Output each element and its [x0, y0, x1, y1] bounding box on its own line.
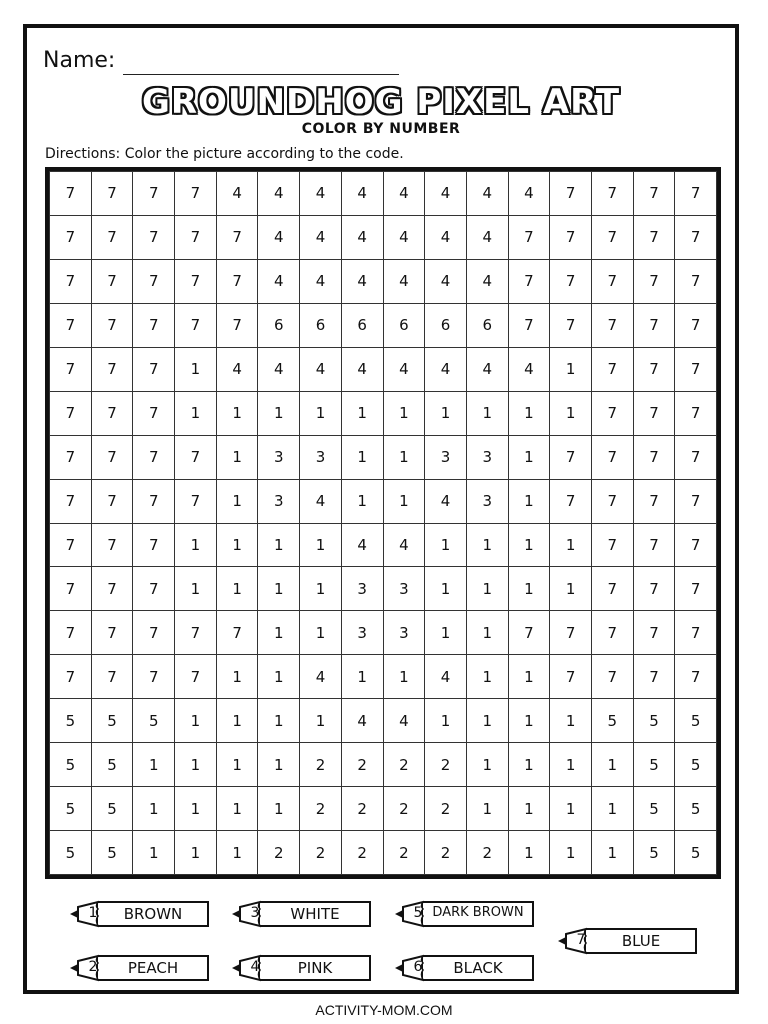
grid-cell[interactable]: 7 [91, 567, 133, 611]
grid-cell[interactable]: 1 [216, 655, 258, 699]
grid-cell[interactable]: 7 [591, 567, 633, 611]
grid-cell[interactable]: 1 [508, 831, 550, 875]
grid-cell[interactable]: 7 [50, 479, 92, 523]
grid-cell[interactable]: 1 [133, 743, 175, 787]
grid-cell[interactable]: 2 [341, 743, 383, 787]
grid-cell[interactable]: 1 [175, 391, 217, 435]
grid-cell[interactable]: 4 [425, 259, 467, 303]
grid-cell[interactable]: 3 [341, 611, 383, 655]
key-number: 1 [88, 905, 98, 921]
grid-cell[interactable]: 5 [50, 699, 92, 743]
grid-cell[interactable]: 1 [550, 699, 592, 743]
key-color-label: BLUE [621, 932, 661, 950]
grid-cell[interactable]: 1 [466, 523, 508, 567]
grid-cell[interactable]: 1 [175, 743, 217, 787]
grid-cell[interactable]: 7 [633, 347, 675, 391]
grid-cell[interactable]: 1 [508, 743, 550, 787]
grid-cell[interactable]: 7 [675, 523, 717, 567]
key-item-blue [556, 926, 698, 956]
grid-cell[interactable]: 7 [591, 215, 633, 259]
grid-cell[interactable]: 7 [91, 215, 133, 259]
grid-cell[interactable]: 1 [508, 435, 550, 479]
grid-cell[interactable]: 7 [216, 303, 258, 347]
grid-cell[interactable]: 7 [675, 567, 717, 611]
grid-cell[interactable]: 6 [466, 303, 508, 347]
grid-cell[interactable]: 5 [633, 699, 675, 743]
grid-cell[interactable]: 1 [383, 655, 425, 699]
grid-cell[interactable]: 4 [216, 347, 258, 391]
grid-cell[interactable]: 1 [508, 655, 550, 699]
grid-cell[interactable]: 1 [175, 523, 217, 567]
grid-cell[interactable]: 7 [91, 391, 133, 435]
grid-cell[interactable]: 1 [300, 611, 342, 655]
grid-cell[interactable]: 7 [133, 479, 175, 523]
grid-cell[interactable]: 1 [216, 699, 258, 743]
grid-cell[interactable]: 4 [425, 479, 467, 523]
grid-cell[interactable]: 1 [133, 831, 175, 875]
grid-cell[interactable]: 3 [258, 479, 300, 523]
grid-cell[interactable]: 1 [341, 391, 383, 435]
grid-cell[interactable]: 1 [383, 435, 425, 479]
grid-cell[interactable]: 7 [91, 479, 133, 523]
grid-cell[interactable]: 7 [591, 611, 633, 655]
grid-cell[interactable]: 4 [300, 259, 342, 303]
key-number: 4 [250, 959, 260, 975]
grid-cell[interactable]: 4 [425, 655, 467, 699]
grid-cell[interactable]: 7 [675, 215, 717, 259]
grid-cell[interactable]: 7 [91, 172, 133, 216]
grid-cell[interactable]: 4 [383, 172, 425, 216]
grid-cell[interactable]: 4 [466, 172, 508, 216]
grid-cell[interactable]: 7 [633, 259, 675, 303]
grid-cell[interactable]: 5 [91, 787, 133, 831]
grid-cell[interactable]: 7 [550, 259, 592, 303]
grid-cell[interactable]: 1 [258, 523, 300, 567]
grid-cell[interactable]: 7 [633, 215, 675, 259]
grid-cell[interactable]: 1 [591, 831, 633, 875]
grid-cell[interactable]: 3 [341, 567, 383, 611]
grid-cell[interactable]: 7 [675, 303, 717, 347]
grid-cell[interactable]: 4 [300, 655, 342, 699]
grid-cell[interactable]: 2 [383, 831, 425, 875]
grid-cell[interactable]: 5 [50, 787, 92, 831]
key-item-white [230, 899, 372, 929]
grid-cell[interactable]: 7 [550, 479, 592, 523]
grid-cell[interactable]: 7 [591, 303, 633, 347]
grid-cell[interactable]: 1 [341, 655, 383, 699]
grid-cell[interactable]: 1 [425, 391, 467, 435]
page-title: GROUNDHOG PIXEL ART [141, 82, 621, 122]
grid-cell[interactable]: 3 [466, 479, 508, 523]
grid-cell[interactable]: 3 [466, 435, 508, 479]
grid-cell[interactable]: 5 [633, 743, 675, 787]
grid-cell[interactable]: 5 [91, 743, 133, 787]
grid-cell[interactable]: 1 [216, 391, 258, 435]
grid-cell[interactable]: 7 [50, 172, 92, 216]
grid-cell[interactable]: 1 [216, 567, 258, 611]
grid-cell[interactable]: 1 [258, 611, 300, 655]
grid-cell[interactable]: 7 [550, 303, 592, 347]
grid-cell[interactable]: 1 [258, 567, 300, 611]
grid-cell[interactable]: 7 [133, 391, 175, 435]
grid-cell[interactable]: 2 [466, 831, 508, 875]
key-color-label: PINK [297, 959, 333, 977]
grid-cell[interactable]: 6 [383, 303, 425, 347]
grid-cell[interactable]: 7 [508, 611, 550, 655]
directions-text: Directions: Color the picture according to the code. [45, 146, 404, 162]
grid-cell[interactable]: 7 [133, 172, 175, 216]
grid-cell[interactable]: 7 [175, 303, 217, 347]
grid-cell[interactable]: 7 [591, 435, 633, 479]
grid-cell[interactable]: 5 [675, 831, 717, 875]
grid-cell[interactable]: 5 [675, 699, 717, 743]
grid-cell[interactable]: 4 [341, 259, 383, 303]
grid-cell[interactable]: 7 [133, 347, 175, 391]
grid-cell[interactable]: 1 [550, 391, 592, 435]
grid-cell[interactable]: 4 [300, 172, 342, 216]
grid-cell[interactable]: 7 [550, 172, 592, 216]
grid-cell[interactable]: 4 [383, 259, 425, 303]
grid-cell[interactable]: 1 [466, 743, 508, 787]
grid-cell[interactable]: 7 [175, 259, 217, 303]
grid-cell[interactable]: 4 [383, 347, 425, 391]
grid-cell[interactable]: 2 [258, 831, 300, 875]
grid-cell[interactable]: 1 [466, 391, 508, 435]
grid-cell[interactable]: 1 [425, 523, 467, 567]
grid-cell[interactable]: 1 [550, 567, 592, 611]
grid-cell[interactable]: 1 [383, 391, 425, 435]
grid-cell[interactable]: 7 [91, 347, 133, 391]
grid-cell[interactable]: 1 [175, 699, 217, 743]
grid-cell[interactable]: 7 [591, 259, 633, 303]
grid-cell[interactable]: 1 [466, 655, 508, 699]
grid-cell[interactable]: 1 [133, 787, 175, 831]
grid-cell[interactable]: 7 [91, 611, 133, 655]
grid-cell[interactable]: 7 [550, 611, 592, 655]
grid-cell[interactable]: 7 [175, 655, 217, 699]
grid-cell[interactable]: 5 [50, 743, 92, 787]
grid-cell[interactable]: 4 [466, 215, 508, 259]
grid-cell[interactable]: 1 [216, 479, 258, 523]
grid-cell[interactable]: 7 [91, 523, 133, 567]
grid-cell[interactable]: 3 [258, 435, 300, 479]
grid-cell[interactable]: 7 [508, 303, 550, 347]
grid-cell[interactable]: 4 [258, 172, 300, 216]
grid-cell[interactable]: 4 [466, 347, 508, 391]
grid-cell[interactable]: 7 [675, 172, 717, 216]
grid-cell[interactable]: 1 [300, 699, 342, 743]
key-number: 3 [250, 905, 260, 921]
grid-cell[interactable]: 4 [258, 347, 300, 391]
key-color-label: WHITE [290, 905, 340, 923]
grid-cell[interactable]: 7 [50, 567, 92, 611]
grid-cell[interactable]: 1 [258, 391, 300, 435]
grid-cell[interactable]: 2 [425, 831, 467, 875]
grid-cell[interactable]: 5 [50, 831, 92, 875]
grid-cell[interactable]: 1 [508, 699, 550, 743]
grid-cell[interactable]: 6 [258, 303, 300, 347]
grid-cell[interactable]: 1 [466, 567, 508, 611]
grid-cell[interactable]: 1 [550, 831, 592, 875]
grid-cell[interactable]: 7 [133, 303, 175, 347]
grid-cell[interactable]: 1 [341, 479, 383, 523]
grid-cell[interactable]: 2 [300, 831, 342, 875]
grid-cell[interactable]: 4 [300, 347, 342, 391]
grid-cell[interactable]: 1 [508, 391, 550, 435]
grid-cell[interactable]: 2 [425, 787, 467, 831]
grid-cell[interactable]: 7 [91, 259, 133, 303]
grid-cell[interactable]: 6 [300, 303, 342, 347]
grid-cell[interactable]: 1 [550, 743, 592, 787]
grid-cell[interactable]: 1 [466, 699, 508, 743]
grid-cell[interactable]: 1 [550, 787, 592, 831]
grid-cell[interactable]: 1 [341, 435, 383, 479]
grid-cell[interactable]: 7 [216, 215, 258, 259]
grid-cell[interactable]: 1 [300, 567, 342, 611]
grid-cell[interactable]: 7 [133, 567, 175, 611]
grid-cell[interactable]: 7 [50, 435, 92, 479]
grid-cell[interactable]: 7 [675, 611, 717, 655]
grid-cell[interactable]: 7 [550, 655, 592, 699]
grid-cell[interactable]: 4 [258, 215, 300, 259]
grid-cell[interactable]: 7 [591, 655, 633, 699]
grid-cell[interactable]: 7 [133, 523, 175, 567]
key-item-peach [68, 953, 210, 983]
grid-cell[interactable]: 3 [425, 435, 467, 479]
grid-cell[interactable]: 7 [633, 391, 675, 435]
grid-cell[interactable]: 1 [425, 699, 467, 743]
grid-cell[interactable]: 1 [258, 655, 300, 699]
grid-cell[interactable]: 7 [550, 215, 592, 259]
grid-cell[interactable]: 1 [550, 347, 592, 391]
grid-cell[interactable]: 1 [258, 787, 300, 831]
grid-cell[interactable]: 4 [341, 699, 383, 743]
grid-cell[interactable]: 7 [175, 435, 217, 479]
grid-cell[interactable]: 7 [50, 611, 92, 655]
grid-cell[interactable]: 1 [508, 567, 550, 611]
grid-cell[interactable]: 4 [425, 347, 467, 391]
grid-cell[interactable]: 5 [633, 831, 675, 875]
grid-cell[interactable]: 5 [633, 787, 675, 831]
grid-cell[interactable]: 1 [216, 787, 258, 831]
grid-cell[interactable]: 7 [675, 347, 717, 391]
grid-cell[interactable]: 1 [175, 347, 217, 391]
key-color-label: DARK BROWN [432, 905, 524, 920]
grid-cell[interactable]: 2 [341, 831, 383, 875]
grid-cell[interactable]: 7 [591, 172, 633, 216]
grid-cell[interactable]: 5 [91, 699, 133, 743]
site-footer: ACTIVITY-MOM.COM [315, 1002, 453, 1018]
grid-cell[interactable]: 1 [216, 831, 258, 875]
grid-cell[interactable]: 7 [675, 435, 717, 479]
grid-cell[interactable]: 7 [50, 347, 92, 391]
grid-cell[interactable]: 7 [216, 259, 258, 303]
grid-cell[interactable]: 7 [50, 259, 92, 303]
grid-cell[interactable]: 7 [50, 523, 92, 567]
grid-cell[interactable]: 7 [50, 215, 92, 259]
grid-cell[interactable]: 7 [633, 172, 675, 216]
grid-cell[interactable]: 1 [425, 567, 467, 611]
key-item-pink [230, 953, 372, 983]
key-number: 6 [413, 959, 423, 975]
grid-cell[interactable]: 7 [133, 655, 175, 699]
grid-cell[interactable]: 2 [341, 787, 383, 831]
grid-cell[interactable]: 1 [175, 787, 217, 831]
grid-cell[interactable]: 7 [91, 655, 133, 699]
grid-cell[interactable]: 1 [466, 611, 508, 655]
key-item-black [393, 953, 535, 983]
grid-cell[interactable]: 7 [550, 435, 592, 479]
grid-cell[interactable]: 1 [550, 523, 592, 567]
grid-cell[interactable]: 1 [300, 523, 342, 567]
grid-cell[interactable]: 7 [91, 435, 133, 479]
grid-cell[interactable]: 7 [633, 435, 675, 479]
grid-cell[interactable]: 1 [466, 787, 508, 831]
grid-cell[interactable]: 2 [383, 787, 425, 831]
grid-cell[interactable]: 7 [591, 523, 633, 567]
grid-cell[interactable]: 4 [341, 523, 383, 567]
grid-cell[interactable]: 7 [675, 655, 717, 699]
grid-cell[interactable]: 1 [591, 787, 633, 831]
grid-cell[interactable]: 1 [591, 743, 633, 787]
grid-cell[interactable]: 7 [633, 655, 675, 699]
grid-cell[interactable]: 7 [133, 611, 175, 655]
grid-cell[interactable]: 7 [133, 435, 175, 479]
grid-cell[interactable]: 6 [425, 303, 467, 347]
grid-cell[interactable]: 7 [133, 215, 175, 259]
key-number: 7 [576, 932, 586, 948]
grid-cell[interactable]: 1 [300, 391, 342, 435]
grid-cell[interactable]: 4 [216, 172, 258, 216]
grid-cell[interactable]: 2 [425, 743, 467, 787]
grid-cell[interactable]: 5 [675, 743, 717, 787]
grid-cell[interactable]: 4 [425, 172, 467, 216]
grid-cell[interactable]: 1 [258, 743, 300, 787]
grid-cell[interactable]: 4 [300, 479, 342, 523]
grid-cell[interactable]: 4 [508, 172, 550, 216]
grid-cell[interactable]: 2 [383, 743, 425, 787]
grid-cell[interactable]: 7 [91, 303, 133, 347]
grid-cell[interactable]: 7 [675, 259, 717, 303]
grid-cell[interactable]: 7 [175, 215, 217, 259]
grid-cell[interactable]: 7 [633, 523, 675, 567]
grid-cell[interactable]: 1 [508, 787, 550, 831]
key-number: 2 [88, 959, 98, 975]
grid-cell[interactable]: 1 [175, 831, 217, 875]
grid-cell[interactable]: 7 [508, 259, 550, 303]
grid-cell[interactable]: 1 [258, 699, 300, 743]
grid-cell[interactable]: 3 [383, 611, 425, 655]
grid-cell[interactable]: 7 [591, 479, 633, 523]
name-label: Name: [43, 48, 116, 73]
key-color-label: PEACH [127, 959, 179, 977]
grid-cell[interactable]: 7 [175, 172, 217, 216]
grid-cell[interactable]: 4 [341, 215, 383, 259]
grid-cell[interactable]: 7 [175, 611, 217, 655]
grid-cell[interactable]: 2 [300, 787, 342, 831]
grid-cell[interactable]: 4 [425, 215, 467, 259]
grid-cell[interactable]: 6 [341, 303, 383, 347]
grid-cell[interactable]: 1 [425, 611, 467, 655]
grid-cell[interactable]: 7 [508, 215, 550, 259]
grid-cell[interactable]: 1 [175, 567, 217, 611]
key-item-dark-brown [393, 899, 535, 929]
grid-cell[interactable]: 7 [50, 391, 92, 435]
grid-cell[interactable]: 7 [216, 611, 258, 655]
grid-cell[interactable]: 1 [216, 743, 258, 787]
grid-cell[interactable]: 5 [133, 699, 175, 743]
grid-cell[interactable]: 7 [675, 391, 717, 435]
grid-cell[interactable]: 3 [300, 435, 342, 479]
grid-cell[interactable]: 7 [675, 479, 717, 523]
grid-cell[interactable]: 7 [50, 655, 92, 699]
grid-cell[interactable]: 7 [633, 303, 675, 347]
grid-cell[interactable]: 7 [50, 303, 92, 347]
grid-cell[interactable]: 7 [633, 611, 675, 655]
grid-cell[interactable]: 4 [383, 215, 425, 259]
page-subtitle: COLOR BY NUMBER [301, 121, 461, 137]
grid-cell[interactable]: 4 [383, 523, 425, 567]
key-color-label: BROWN [123, 905, 183, 923]
grid-cell[interactable]: 7 [133, 259, 175, 303]
key-color-label: BLACK [453, 959, 503, 977]
grid-cell[interactable]: 4 [383, 699, 425, 743]
grid-cell[interactable]: 4 [258, 259, 300, 303]
grid-cell[interactable]: 4 [300, 215, 342, 259]
key-item-brown [68, 899, 210, 929]
grid-cell[interactable]: 5 [91, 831, 133, 875]
grid-cell[interactable]: 7 [175, 479, 217, 523]
grid-cell[interactable]: 3 [383, 567, 425, 611]
grid-cell[interactable]: 1 [216, 523, 258, 567]
grid-cell[interactable]: 1 [216, 435, 258, 479]
grid-cell[interactable]: 7 [591, 391, 633, 435]
grid-cell[interactable]: 4 [341, 347, 383, 391]
grid-cell[interactable]: 1 [508, 523, 550, 567]
grid-cell[interactable]: 1 [383, 479, 425, 523]
grid-cell[interactable]: 7 [591, 347, 633, 391]
grid-cell[interactable]: 5 [675, 787, 717, 831]
grid-cell[interactable]: 4 [341, 172, 383, 216]
grid-cell[interactable]: 7 [633, 479, 675, 523]
grid-cell[interactable]: 4 [466, 259, 508, 303]
grid-cell[interactable]: 5 [591, 699, 633, 743]
grid-cell[interactable]: 2 [300, 743, 342, 787]
grid-cell[interactable]: 7 [633, 567, 675, 611]
grid-cell[interactable]: 1 [508, 479, 550, 523]
grid-cell[interactable]: 4 [508, 347, 550, 391]
key-number: 5 [413, 905, 423, 921]
